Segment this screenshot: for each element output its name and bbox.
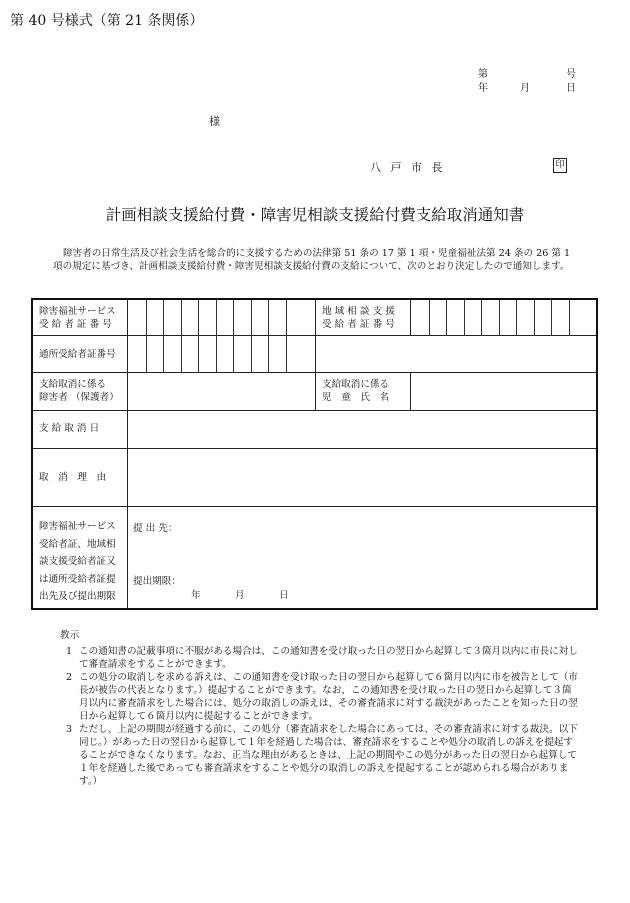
middle-column-divider <box>315 300 316 372</box>
addressee-suffix: 様 <box>209 115 220 128</box>
submission-label: 障害福祉サービス 受給者証、地域相 談支援受給者証又 は通所受給者証提 出先及び提出期限 <box>39 521 116 602</box>
middle-column-divider <box>315 372 316 410</box>
deadline-label: 提出期限： <box>133 576 181 587</box>
instructions <box>60 629 580 788</box>
welfare-cert-number-label: 障害福祉サービス 受 給 者 証 番 号 <box>39 306 116 330</box>
row-divider <box>33 448 596 449</box>
child-name-label: 支給取消に係る 児 童 氏 名 <box>322 379 390 403</box>
instruction-item <box>60 671 580 723</box>
instruction-text: この通知書の記載事項に不服がある場合は、この通知書を受け取った日の翌日から起算して３箇月以内に市長に対して審査請求をすることができます。 <box>79 646 578 670</box>
instruction-number: 3 <box>66 724 73 735</box>
instruction-item <box>60 723 580 788</box>
issue-date-month: 月 <box>520 83 530 94</box>
row-divider <box>33 410 596 411</box>
instruction-number: 1 <box>66 646 73 657</box>
issuer-name: 八 戸 市 長 <box>370 161 446 174</box>
cancel-date-label: 支 給 取 消 日 <box>39 423 100 434</box>
regional-cert-number-boxes[interactable] <box>411 300 586 335</box>
document-title: 計画相談支援給付費・障害児相談支援給付費支給取消通知書 <box>105 206 525 224</box>
regional-cert-number-label: 地 域 相 談 支 援 受 給 者 証 番 号 <box>322 306 395 330</box>
welfare-cert-number-boxes[interactable] <box>128 300 303 335</box>
instruction-item <box>60 645 580 671</box>
deadline-year: 年 <box>191 590 201 601</box>
form-number: 第 40 号様式（第 21 条関係） <box>10 13 204 29</box>
document-number-suffix: 号 <box>566 69 576 80</box>
instructions-heading: 教示 <box>60 630 80 641</box>
issue-date-day: 日 <box>566 83 576 94</box>
cancelled-person-label: 支給取消に係る 障害者 （保護者） <box>39 379 119 403</box>
deadline-day: 日 <box>279 590 289 601</box>
instruction-text: ただし、上記の期間が経過する前に、この処分（審査請求をした場合にあっては、その審査請求に対する裁決。以下同じ。）があった日の翌日から起算して１年を経過した場合は、審査請求をすることや処分の取消しの訴えを提起することができなくなります。なお、正当な理由があるときは、上記の期間やこの処分があった日の翌日から起算して１年を経過した後であっても審査請求をすることや処分の取消しの訴えを提起することが認められる場合があります。） <box>79 724 578 787</box>
seal-mark: 印 <box>553 158 567 173</box>
form-table <box>31 298 598 610</box>
document-number-prefix: 第 <box>478 69 488 80</box>
deadline-month: 月 <box>235 590 245 601</box>
intro-paragraph: 障害者の日常生活及び社会生活を総合的に支援するための法律第 51 条の 17 第 1 項・児童福祉法第 24 条の 26 第 1 項の規定に基づき、計画相談支援給付費・障害児相談支援給付費の支給について、次のとおり決定したので通知します。 <box>53 248 571 272</box>
outpatient-cert-number-boxes[interactable] <box>128 336 303 372</box>
instruction-text: この処分の取消しを求める訴えは、この通知書を受け取った日の翌日から起算して６箇月以内に市を被告として（市長が被告の代表となります。）提起することができます。なお、この通知書を受け取った日の翌日から起算して３箇月以内に審査請求をした場合には、処分の取消しの訴えは、その審査請求に対する裁決があったことを知った日の翌日から起算して６箇月以内に提起することができます。 <box>79 672 578 722</box>
outpatient-cert-number-label: 通所受給者証番号 <box>39 349 116 360</box>
row-divider <box>33 506 596 507</box>
instruction-number: 2 <box>66 672 73 683</box>
cancel-reason-label: 取 消 理 由 <box>39 472 107 483</box>
submit-to-label: 提 出 先： <box>133 523 178 534</box>
issue-date-year: 年 <box>478 83 488 94</box>
right-label-divider <box>410 372 411 410</box>
